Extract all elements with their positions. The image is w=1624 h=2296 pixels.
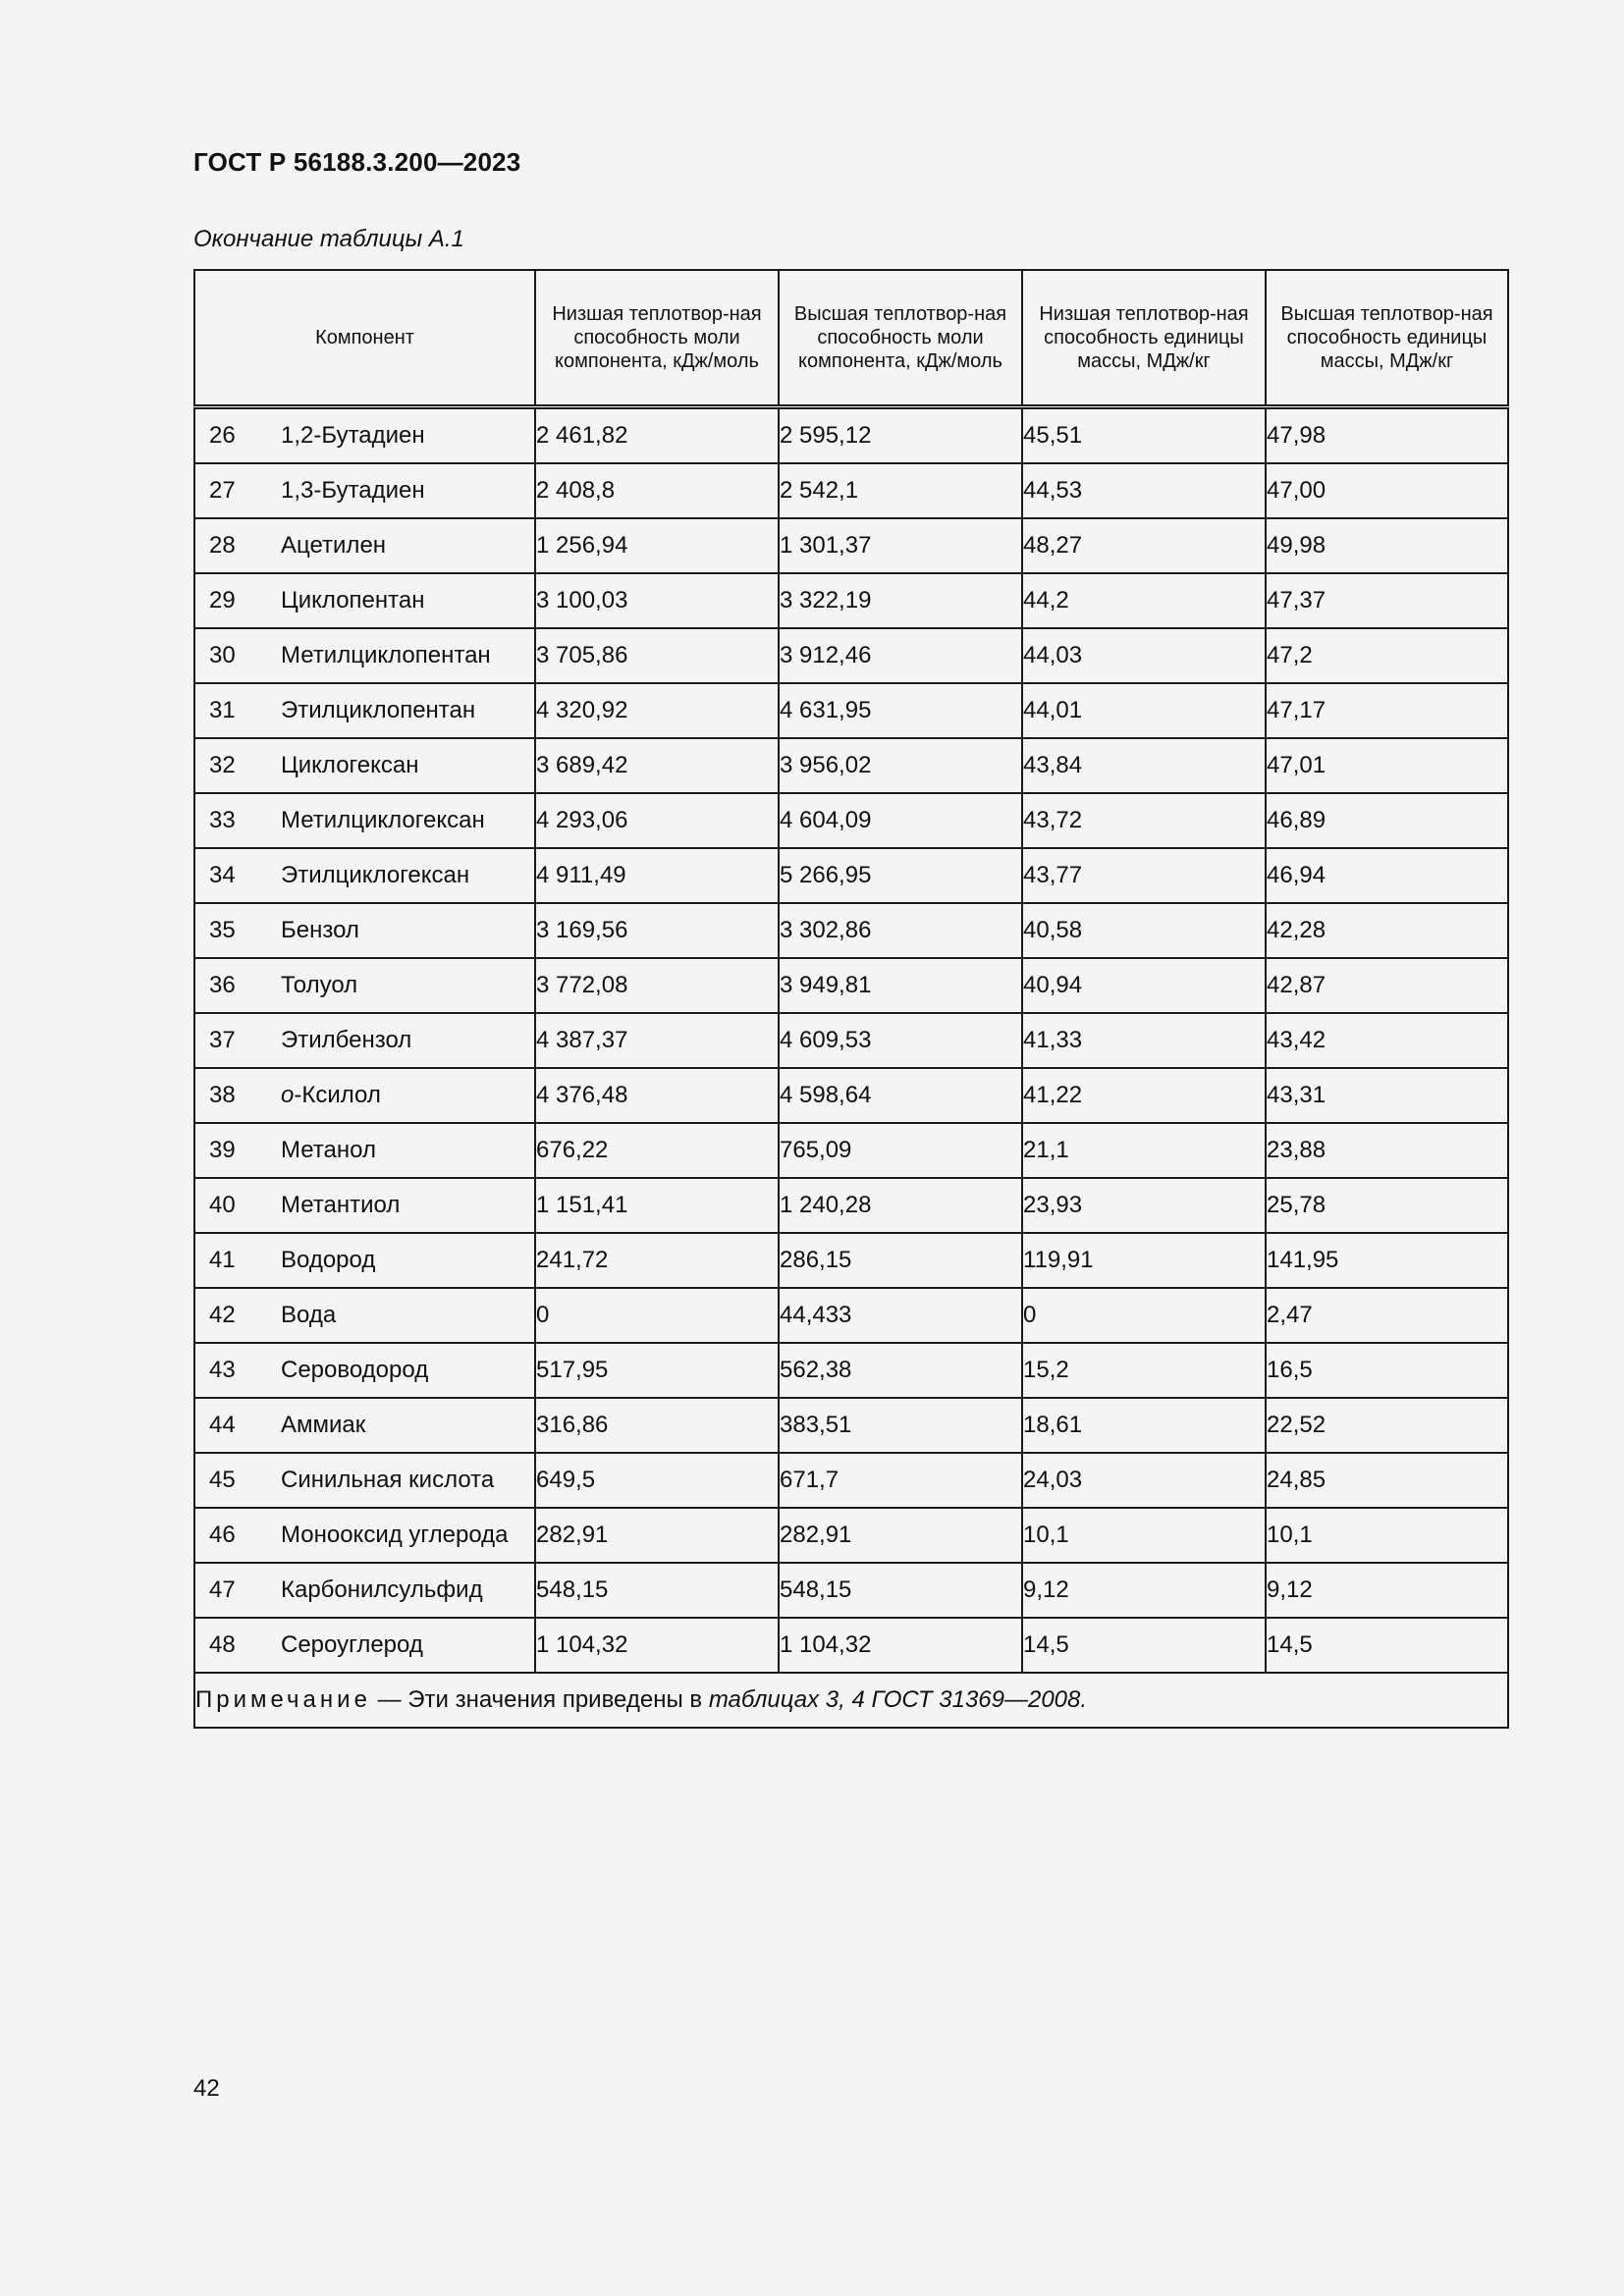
table-caption: Окончание таблицы А.1 xyxy=(193,226,464,252)
component-cell xyxy=(194,1343,535,1398)
component-cell xyxy=(194,683,535,738)
component-name: Этилциклопентан xyxy=(281,697,476,723)
lower-heating-value-molar-cell: 4 376,48 xyxy=(535,1068,779,1123)
lower-heating-value-mass-cell: 0 xyxy=(1022,1288,1266,1343)
component-name: Метанол xyxy=(281,1137,376,1163)
lower-heating-value-mass-cell: 9,12 xyxy=(1022,1563,1266,1618)
component-cell xyxy=(194,1068,535,1123)
component-name: Этилциклогексан xyxy=(281,862,470,888)
lower-heating-value-molar-cell: 3 705,86 xyxy=(535,628,779,683)
higher-heating-value-mass-cell: 16,5 xyxy=(1266,1343,1508,1398)
lower-heating-value-molar-cell: 1 151,41 xyxy=(535,1178,779,1233)
table-row xyxy=(194,463,1508,518)
higher-heating-value-mass-cell: 47,01 xyxy=(1266,738,1508,793)
component-name: Ацетилен xyxy=(281,532,387,559)
lower-heating-value-molar-cell: 4 293,06 xyxy=(535,793,779,848)
lower-heating-value-mass-cell: 48,27 xyxy=(1022,518,1266,573)
higher-heating-value-mass-cell: 141,95 xyxy=(1266,1233,1508,1288)
higher-heating-value-mass-cell: 47,17 xyxy=(1266,683,1508,738)
higher-heating-value-molar-cell: 44,433 xyxy=(779,1288,1022,1343)
higher-heating-value-mass-cell: 42,28 xyxy=(1266,903,1508,958)
lower-heating-value-molar-cell: 2 408,8 xyxy=(535,463,779,518)
column-header-lower-heating-value-molar: Низшая теплотвор-ная способность моли компонента, кДж/моль xyxy=(535,270,779,407)
lower-heating-value-mass-cell: 18,61 xyxy=(1022,1398,1266,1453)
lower-heating-value-mass-cell: 15,2 xyxy=(1022,1343,1266,1398)
table-note-row xyxy=(194,1673,1508,1728)
higher-heating-value-mass-cell: 46,89 xyxy=(1266,793,1508,848)
table-row xyxy=(194,793,1508,848)
higher-heating-value-mass-cell: 25,78 xyxy=(1266,1178,1508,1233)
column-header-higher-heating-value-mass: Высшая теплотвор-ная способность единицы массы, МДж/кг xyxy=(1266,270,1508,407)
higher-heating-value-mass-cell: 24,85 xyxy=(1266,1453,1508,1508)
component-cell xyxy=(194,1123,535,1178)
table-row xyxy=(194,1013,1508,1068)
higher-heating-value-mass-cell: 46,94 xyxy=(1266,848,1508,903)
table-row xyxy=(194,1563,1508,1618)
component-name: Этилбензол xyxy=(281,1027,412,1053)
component-name: Толуол xyxy=(281,972,358,998)
component-name: Циклопентан xyxy=(281,587,425,614)
higher-heating-value-mass-cell: 9,12 xyxy=(1266,1563,1508,1618)
component-cell xyxy=(194,1563,535,1618)
component-cell xyxy=(194,518,535,573)
lower-heating-value-mass-cell: 119,91 xyxy=(1022,1233,1266,1288)
component-name: Карбонилсульфид xyxy=(281,1576,483,1603)
higher-heating-value-molar-cell: 562,38 xyxy=(779,1343,1022,1398)
higher-heating-value-molar-cell: 3 302,86 xyxy=(779,903,1022,958)
higher-heating-value-mass-cell: 42,87 xyxy=(1266,958,1508,1013)
table-row xyxy=(194,1343,1508,1398)
lower-heating-value-mass-cell: 44,01 xyxy=(1022,683,1266,738)
row-number: 31 xyxy=(209,697,236,723)
component-name: 1,3-Бутадиен xyxy=(281,477,425,504)
row-number: 48 xyxy=(209,1631,236,1658)
row-number: 30 xyxy=(209,642,236,668)
lower-heating-value-mass-cell: 24,03 xyxy=(1022,1453,1266,1508)
higher-heating-value-molar-cell: 3 949,81 xyxy=(779,958,1022,1013)
table-row xyxy=(194,1398,1508,1453)
lower-heating-value-mass-cell: 40,58 xyxy=(1022,903,1266,958)
lower-heating-value-molar-cell: 2 461,82 xyxy=(535,407,779,464)
component-cell xyxy=(194,407,535,464)
component-name: Метилциклогексан xyxy=(281,807,485,833)
component-cell xyxy=(194,1233,535,1288)
component-cell xyxy=(194,1453,535,1508)
higher-heating-value-mass-cell: 47,2 xyxy=(1266,628,1508,683)
component-name: Аммиак xyxy=(281,1412,366,1438)
note-reference: таблицах 3, 4 ГОСТ 31369—2008. xyxy=(708,1686,1088,1713)
lower-heating-value-molar-cell: 517,95 xyxy=(535,1343,779,1398)
component-cell xyxy=(194,1288,535,1343)
lower-heating-value-mass-cell: 44,2 xyxy=(1022,573,1266,628)
row-number: 37 xyxy=(209,1027,236,1053)
higher-heating-value-molar-cell: 2 595,12 xyxy=(779,407,1022,464)
higher-heating-value-mass-cell: 47,00 xyxy=(1266,463,1508,518)
higher-heating-value-molar-cell: 5 266,95 xyxy=(779,848,1022,903)
lower-heating-value-molar-cell: 548,15 xyxy=(535,1563,779,1618)
row-number: 44 xyxy=(209,1412,236,1438)
table-row xyxy=(194,958,1508,1013)
table-row xyxy=(194,1618,1508,1673)
lower-heating-value-mass-cell: 14,5 xyxy=(1022,1618,1266,1673)
table-row xyxy=(194,1178,1508,1233)
row-number: 41 xyxy=(209,1247,236,1273)
component-cell xyxy=(194,1618,535,1673)
lower-heating-value-mass-cell: 10,1 xyxy=(1022,1508,1266,1563)
column-header-lower-heating-value-mass: Низшая теплотвор-ная способность единицы массы, МДж/кг xyxy=(1022,270,1266,407)
ortho-prefix: о xyxy=(281,1082,295,1108)
component-cell xyxy=(194,793,535,848)
lower-heating-value-molar-cell: 4 320,92 xyxy=(535,683,779,738)
component-cell xyxy=(194,1508,535,1563)
table-row xyxy=(194,1288,1508,1343)
component-name: Метилциклопентан xyxy=(281,642,491,668)
component-name: Сероводород xyxy=(281,1357,429,1383)
higher-heating-value-mass-cell: 47,37 xyxy=(1266,573,1508,628)
lower-heating-value-molar-cell: 3 169,56 xyxy=(535,903,779,958)
row-number: 42 xyxy=(209,1302,236,1328)
higher-heating-value-molar-cell: 4 631,95 xyxy=(779,683,1022,738)
row-number: 35 xyxy=(209,917,236,943)
component-name: Вода xyxy=(281,1302,337,1328)
lower-heating-value-mass-cell: 44,03 xyxy=(1022,628,1266,683)
lower-heating-value-molar-cell: 0 xyxy=(535,1288,779,1343)
higher-heating-value-mass-cell: 10,1 xyxy=(1266,1508,1508,1563)
lower-heating-value-molar-cell: 3 689,42 xyxy=(535,738,779,793)
higher-heating-value-molar-cell: 4 598,64 xyxy=(779,1068,1022,1123)
row-number: 28 xyxy=(209,532,236,559)
lower-heating-value-molar-cell: 241,72 xyxy=(535,1233,779,1288)
higher-heating-value-molar-cell: 1 240,28 xyxy=(779,1178,1022,1233)
component-name: о-Ксилол xyxy=(281,1082,381,1108)
row-number: 27 xyxy=(209,477,236,504)
component-cell xyxy=(194,1398,535,1453)
component-cell xyxy=(194,903,535,958)
row-number: 43 xyxy=(209,1357,236,1383)
higher-heating-value-mass-cell: 43,42 xyxy=(1266,1013,1508,1068)
higher-heating-value-molar-cell: 282,91 xyxy=(779,1508,1022,1563)
table-row xyxy=(194,1508,1508,1563)
note-text: — Эти значения приведены в xyxy=(370,1686,709,1713)
lower-heating-value-mass-cell: 23,93 xyxy=(1022,1178,1266,1233)
table-body xyxy=(194,407,1508,1674)
row-number: 26 xyxy=(209,422,236,449)
component-cell xyxy=(194,628,535,683)
lower-heating-value-mass-cell: 40,94 xyxy=(1022,958,1266,1013)
table-row xyxy=(194,848,1508,903)
higher-heating-value-molar-cell: 548,15 xyxy=(779,1563,1022,1618)
component-name: Монооксид углерода xyxy=(281,1522,509,1548)
row-number: 39 xyxy=(209,1137,236,1163)
lower-heating-value-molar-cell: 3 100,03 xyxy=(535,573,779,628)
row-number: 34 xyxy=(209,862,236,888)
lower-heating-value-mass-cell: 43,72 xyxy=(1022,793,1266,848)
component-name: Метантиол xyxy=(281,1192,401,1218)
higher-heating-value-molar-cell: 286,15 xyxy=(779,1233,1022,1288)
column-header-higher-heating-value-molar: Высшая теплотвор-ная способность моли компонента, кДж/моль xyxy=(779,270,1022,407)
lower-heating-value-molar-cell: 3 772,08 xyxy=(535,958,779,1013)
table-row xyxy=(194,1233,1508,1288)
lower-heating-value-mass-cell: 43,77 xyxy=(1022,848,1266,903)
component-name: 1,2-Бутадиен xyxy=(281,422,425,449)
component-name: Водород xyxy=(281,1247,376,1273)
component-cell xyxy=(194,1178,535,1233)
higher-heating-value-mass-cell: 47,98 xyxy=(1266,407,1508,464)
component-name: Синильная кислота xyxy=(281,1467,495,1493)
higher-heating-value-mass-cell: 14,5 xyxy=(1266,1618,1508,1673)
component-cell xyxy=(194,848,535,903)
higher-heating-value-molar-cell: 4 604,09 xyxy=(779,793,1022,848)
lower-heating-value-molar-cell: 316,86 xyxy=(535,1398,779,1453)
higher-heating-value-mass-cell: 22,52 xyxy=(1266,1398,1508,1453)
column-header-component: Компонент xyxy=(194,270,535,407)
table-note xyxy=(194,1673,1508,1728)
table-row xyxy=(194,903,1508,958)
higher-heating-value-mass-cell: 43,31 xyxy=(1266,1068,1508,1123)
lower-heating-value-mass-cell: 44,53 xyxy=(1022,463,1266,518)
table-row xyxy=(194,1068,1508,1123)
table-row xyxy=(194,1453,1508,1508)
table-row xyxy=(194,518,1508,573)
lower-heating-value-mass-cell: 41,22 xyxy=(1022,1068,1266,1123)
component-cell xyxy=(194,958,535,1013)
lower-heating-value-molar-cell: 4 911,49 xyxy=(535,848,779,903)
higher-heating-value-mass-cell: 49,98 xyxy=(1266,518,1508,573)
higher-heating-value-molar-cell: 3 912,46 xyxy=(779,628,1022,683)
note-label: Примечание xyxy=(195,1686,371,1713)
row-number: 38 xyxy=(209,1082,236,1108)
row-number: 33 xyxy=(209,807,236,833)
document-code: ГОСТ Р 56188.3.200—2023 xyxy=(193,147,521,177)
lower-heating-value-molar-cell: 1 104,32 xyxy=(535,1618,779,1673)
higher-heating-value-molar-cell: 3 322,19 xyxy=(779,573,1022,628)
row-number: 29 xyxy=(209,587,236,614)
lower-heating-value-mass-cell: 45,51 xyxy=(1022,407,1266,464)
component-name: Бензол xyxy=(281,917,359,943)
higher-heating-value-molar-cell: 383,51 xyxy=(779,1398,1022,1453)
row-number: 36 xyxy=(209,972,236,998)
table-header-row xyxy=(194,270,1508,407)
row-number: 46 xyxy=(209,1522,236,1548)
higher-heating-value-molar-cell: 671,7 xyxy=(779,1453,1022,1508)
higher-heating-value-molar-cell: 765,09 xyxy=(779,1123,1022,1178)
higher-heating-value-mass-cell: 2,47 xyxy=(1266,1288,1508,1343)
page-number: 42 xyxy=(193,2075,220,2102)
table-row xyxy=(194,573,1508,628)
higher-heating-value-molar-cell: 4 609,53 xyxy=(779,1013,1022,1068)
higher-heating-value-molar-cell: 1 104,32 xyxy=(779,1618,1022,1673)
lower-heating-value-mass-cell: 21,1 xyxy=(1022,1123,1266,1178)
lower-heating-value-molar-cell: 676,22 xyxy=(535,1123,779,1178)
lower-heating-value-molar-cell: 282,91 xyxy=(535,1508,779,1563)
higher-heating-value-mass-cell: 23,88 xyxy=(1266,1123,1508,1178)
heating-values-table xyxy=(193,269,1509,1729)
higher-heating-value-molar-cell: 3 956,02 xyxy=(779,738,1022,793)
row-number: 47 xyxy=(209,1576,236,1603)
table-row xyxy=(194,683,1508,738)
lower-heating-value-mass-cell: 41,33 xyxy=(1022,1013,1266,1068)
lower-heating-value-mass-cell: 43,84 xyxy=(1022,738,1266,793)
table-row xyxy=(194,1123,1508,1178)
table-row xyxy=(194,628,1508,683)
lower-heating-value-molar-cell: 1 256,94 xyxy=(535,518,779,573)
component-cell xyxy=(194,738,535,793)
lower-heating-value-molar-cell: 4 387,37 xyxy=(535,1013,779,1068)
component-cell xyxy=(194,1013,535,1068)
table-row xyxy=(194,738,1508,793)
row-number: 40 xyxy=(209,1192,236,1218)
component-cell xyxy=(194,573,535,628)
table-row xyxy=(194,407,1508,464)
component-cell xyxy=(194,463,535,518)
row-number: 32 xyxy=(209,752,236,778)
component-name: Циклогексан xyxy=(281,752,419,778)
higher-heating-value-molar-cell: 2 542,1 xyxy=(779,463,1022,518)
higher-heating-value-molar-cell: 1 301,37 xyxy=(779,518,1022,573)
component-name: Сероуглерод xyxy=(281,1631,423,1658)
row-number: 45 xyxy=(209,1467,236,1493)
lower-heating-value-molar-cell: 649,5 xyxy=(535,1453,779,1508)
